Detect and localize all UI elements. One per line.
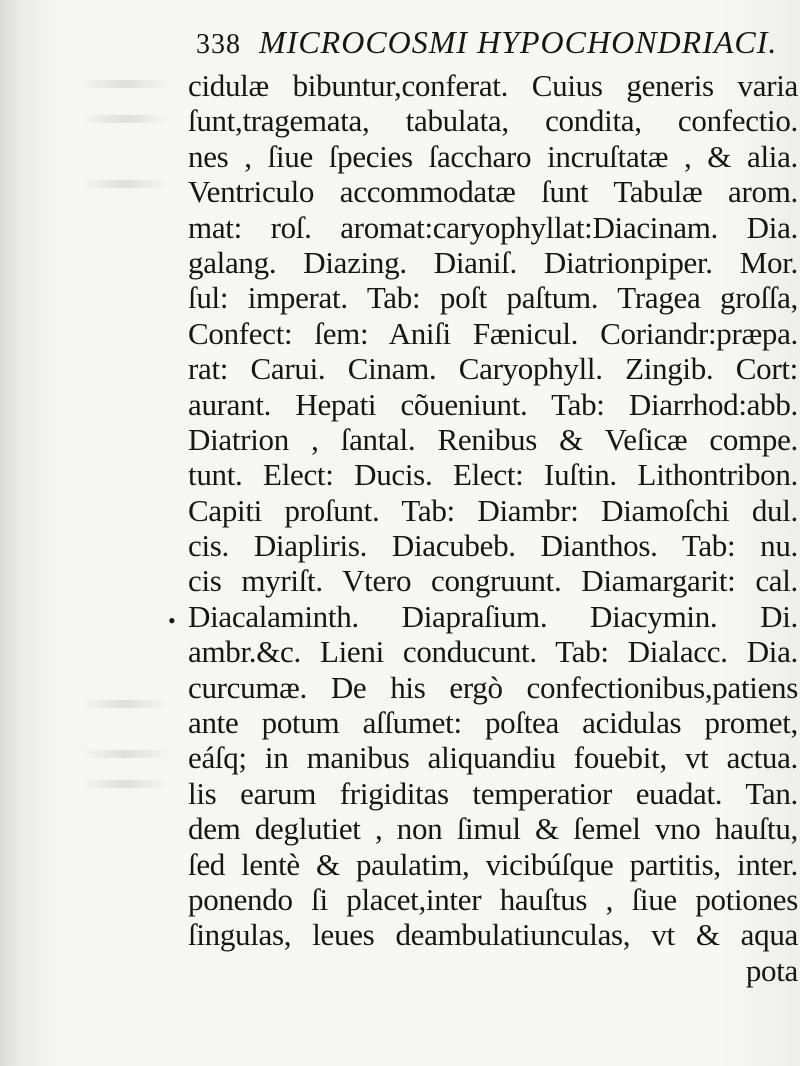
show-through-bleed — [80, 60, 190, 820]
text-line: ſul: imperat. Tab: poſt paſtum. Tragea groſſa, — [188, 280, 798, 316]
text-line: Capiti proſunt. Tab: Diambr: Diamoſchi dul. — [188, 492, 798, 528]
text-line: ante potum aſſumet: poſtea acidulas promet, — [188, 705, 798, 741]
text-line: lis earum frigiditas temperatior euadat. Tan. — [188, 775, 798, 811]
text-line: ambr.&c. Lieni conducunt. Tab: Dialacc. Dia. — [188, 634, 798, 670]
running-head — [196, 22, 776, 62]
text-line: cis myriſt. Vtero congruunt. Diamargarit: cal. — [188, 563, 798, 599]
text-line: cis. Diapliris. Diacubeb. Dianthos. Tab: nu. — [188, 528, 798, 564]
catchword: pota — [745, 952, 798, 988]
body-text — [188, 68, 798, 988]
text-line: galang. Diazing. Dianiſ. Diatrionpiper. Mor. — [188, 244, 798, 280]
bleed-mark — [80, 180, 170, 188]
text-line: ſed lentè & paulatim, vicibúſque partitis, inter. — [188, 846, 798, 882]
text-line: rat: Carui. Cinam. Caryophyll. Zingib. Cort: — [188, 351, 798, 387]
bleed-mark — [80, 750, 170, 758]
text-line: Diacalaminth. Diapraſium. Diacymin. Di. — [188, 598, 798, 634]
text-line: Confect: ſem: Aniſi Fænicul. Coriandr:præpa. — [188, 315, 798, 351]
bleed-mark — [80, 700, 170, 708]
text-line: dem deglutiet , non ſimul & ſemel vno hauſtu, — [188, 811, 798, 847]
bleed-mark — [80, 80, 170, 88]
text-line: ponendo ſi placet,inter hauſtus , ſiue potiones — [188, 881, 798, 917]
text-line: nes , ſiue ſpecies ſaccharo incruſtatæ , & alia. — [188, 138, 798, 174]
text-line: aurant. Hepati cõueniunt. Tab: Diarrhod:abb. — [188, 386, 798, 422]
page-number: 338 — [196, 29, 241, 60]
text-line: mat: roſ. aromat:caryophyllat:Diacinam. Dia. — [188, 209, 798, 245]
text-line: curcumæ. De his ergò confectionibus,patiens — [188, 669, 798, 705]
running-title: MICROCOSMI HYPOCHONDRIACI. — [259, 24, 778, 60]
text-line: Ventriculo accommodatæ ſunt Tabulæ arom. — [188, 174, 798, 210]
bleed-mark — [80, 115, 170, 123]
bleed-mark — [80, 780, 170, 788]
text-line: ſunt,tragemata, tabulata, condita, confectio. — [188, 103, 798, 139]
text-line: tunt. Elect: Ducis. Elect: Iuſtin. Lithontribon. — [188, 457, 798, 493]
text-line: Diatrion , ſantal. Renibus & Veſicæ compe. — [188, 421, 798, 457]
marginal-bullet: • — [168, 608, 176, 633]
text-line: ſingulas, leues deambulatiunculas, vt & aqua — [188, 917, 798, 953]
text-line: eáſq; in manibus aliquandiu fouebit, vt actua. — [188, 740, 798, 776]
text-line: cidulæ bibuntur,conferat. Cuius generis varia — [188, 68, 798, 103]
